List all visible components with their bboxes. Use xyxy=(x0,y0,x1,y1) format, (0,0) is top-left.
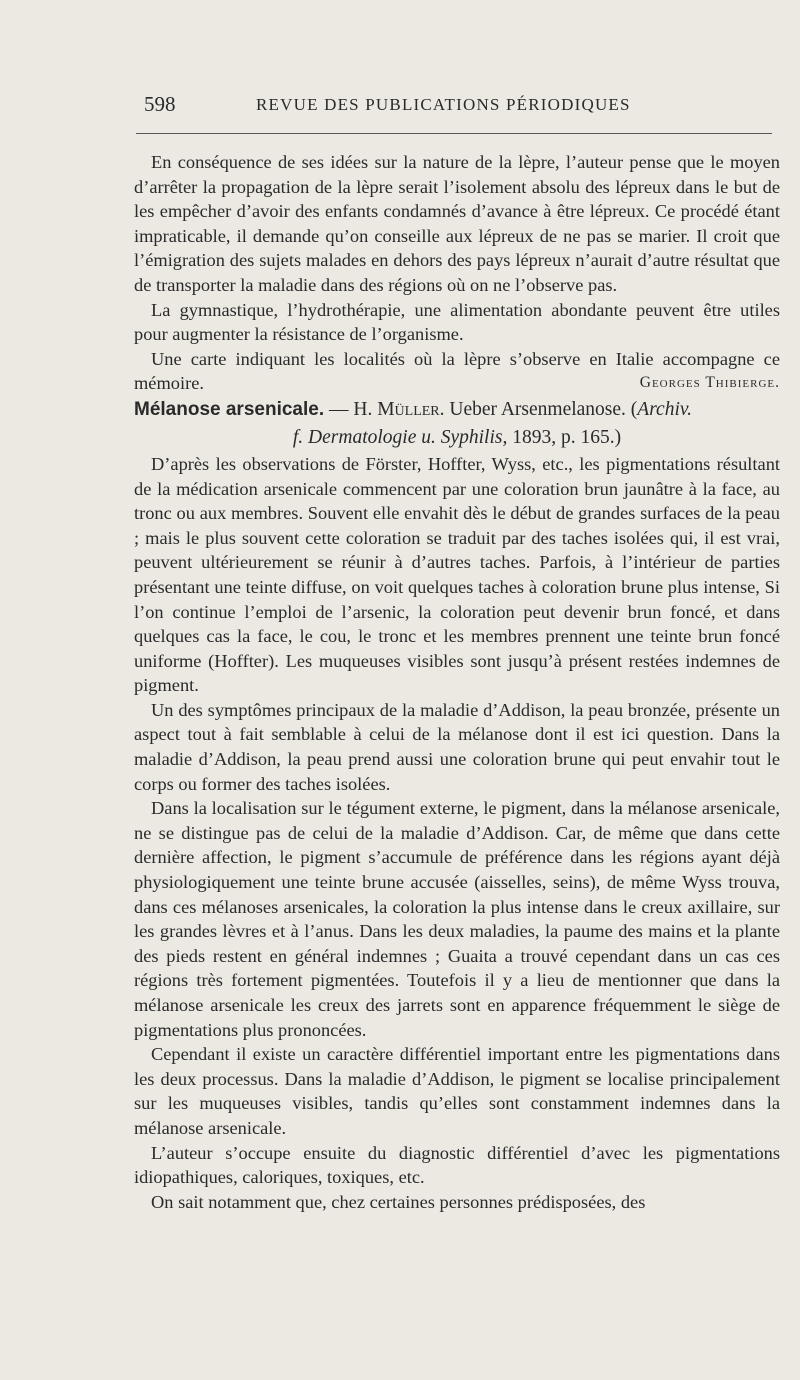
paragraph: D’après les observations de Förster, Hoffter, Wyss, etc., les pigmentations résultant de la médication arsenicale commencent par une coloration brun jaunâtre à la face, au tronc ou aux membres. Souvent elle envahit dès le début de grandes surfaces de la peau ; mais le plus souvent cette coloration se traduit par des taches isolées qui, il est vrai, peuvent ultérieurement se réunir à d’autres taches. Parfois, à l’intérieur de parties présentant une teinte diffuse, on voit quelques taches à coloration brune plus intense, Si l’on continue l’emploi de l’arsenic, la coloration peut devenir brun foncé, et dans quelques cas la face, le cou, le tronc et les membres prennent une teinte brun foncé uniforme (Hoffter). Les muqueuses visibles sont jusqu’à présent restées indemnes de pigment. xyxy=(134,453,780,696)
paragraph: En conséquence de ses idées sur la nature de la lèpre, l’auteur pense que le moyen d’arrêter la propagation de la lèpre serait l’isolement absolu des lépreux dans le but de les empêcher d’avoir des enfants condamnés d’avance à être lépreux. Ce procédé étant impraticable, il demande qu’on conseille aux lépreux de ne pas se marier. Il croit que l’émigration des sujets malades en dehors des pays lépreux n’aurait d’autre résultat que de transporter la maladie dans des régions où on ne l’observe pas. xyxy=(134,152,780,295)
journal-name: Archiv. xyxy=(637,398,692,420)
paragraph: La gymnastique, l’hydrothérapie, une alimentation abondante peuvent être utiles pour augmenter la résistance de l’organisme. xyxy=(134,299,780,345)
paragraph: Dans la localisation sur le tégument externe, le pigment, dans la mélanose arsenicale, ne se distingue pas de celui de la maladie d’Addison. Car, de même que dans cette dernière affection, le pigment s’accumule de préférence dans les régions ayant déjà physiologiquement une teinte brune accusée (aisselles, seins), de même Wyss trouva, dans ces mélanoses arsenicales, la coloration la plus intense dans le creux axillaire, sur les grandes lèvres et à l’anus. Dans les deux maladies, la paume des mains et la plante des pieds restent en général indemnes ; Guaita a trouvé cependant dans un cas ces régions très fortement pigmentées. Toutefois il y a lieu de mentionner que dans la mélanose arsenicale les creux des jarrets sont en apparence fréquemment le siège de pigmentations plus prononcées. xyxy=(134,798,780,1040)
article-title: Ueber Arsenmelanose. ( xyxy=(444,398,638,420)
page-header xyxy=(144,92,772,122)
paragraph xyxy=(134,347,780,396)
journal-name-cont: f. Dermatologie u. Syphilis, xyxy=(292,426,508,448)
paragraph: Un des symptômes principaux de la maladie d’Addison, la peau bronzée, présente un aspect tout à fait semblable à celui de la mélanose dont il est ici question. Dans la maladie d’Addison, la peau prend aussi une coloration brune qui peut envahir tout le corps ou former des taches isolées. xyxy=(134,699,780,794)
paragraph: On sait notamment que, chez certaines personnes prédisposées, des xyxy=(151,1191,646,1212)
paragraph-text: Une carte indiquant les localités où la lèpre s’observe en Italie accompagne ce mémoire. xyxy=(134,348,780,394)
citation: 1893, p. 165.) xyxy=(507,426,622,448)
page-number: 598 xyxy=(144,92,176,116)
heading-line-2 xyxy=(134,424,780,452)
heading-dash: — xyxy=(324,398,354,420)
article-author: H. Müller. xyxy=(353,398,445,420)
running-title: REVUE DES PUBLICATIONS PÉRIODIQUES xyxy=(256,95,631,114)
article-heading xyxy=(134,396,780,452)
paragraph: Cependant il existe un caractère différentiel important entre les pigmentations dans les deux processus. Dans la maladie d’Addison, le pigment se localise principalement sur les muqueuses visibles, tandis qu’elles sont constamment indemnes dans la mélanose arsenicale. xyxy=(134,1044,780,1138)
paragraph: L’auteur s’occupe ensuite du diagnostic différentiel d’avec les pigmentations idiopathiques, caloriques, toxiques, etc. xyxy=(134,1142,780,1188)
signature: Georges Thibierge. xyxy=(639,374,780,392)
body-text xyxy=(134,150,780,1214)
header-rule xyxy=(136,133,772,134)
article-subject: Mélanose arsenicale. xyxy=(134,398,325,420)
